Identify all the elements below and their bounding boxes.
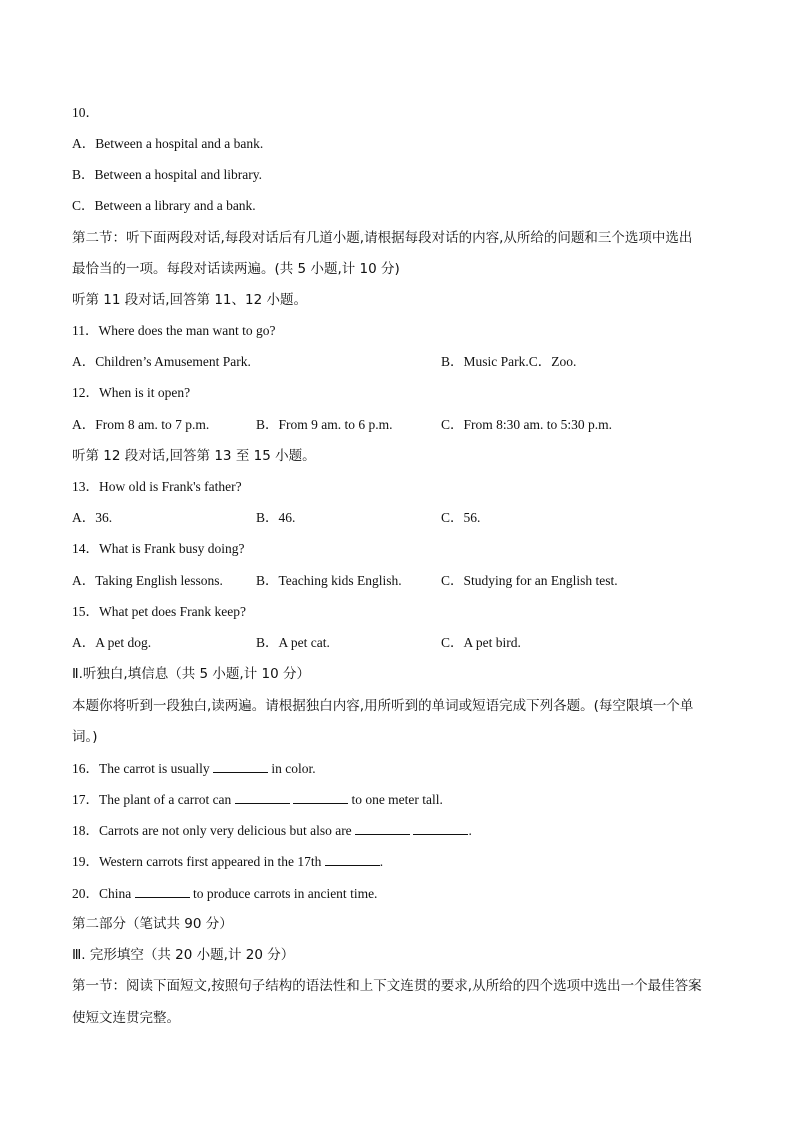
question-10-option-b: B．Between a hospital and library. [72,167,262,182]
question-19-text-after: . [379,854,384,869]
question-12-option-a: A．From 8 am. to 7 p.m. [72,417,210,432]
question-17-text-after: to one meter tall. [348,792,443,807]
question-15-option-b: B．A pet cat. [256,635,330,650]
question-16-text-after: in color. [267,761,316,776]
question-15-option-c: C．A pet bird. [441,635,521,650]
part-2-instruction-line1: 本题你将听到一段独白,读两遍。请根据独白内容,用所听到的单词或短语完成下列各题。(每空限填一个单 [72,698,694,714]
question-13-option-a: A．36. [72,510,113,525]
answer-blank[interactable] [413,821,468,835]
written-part-heading: 第二部分（笔试共 90 分） [72,916,233,932]
part-3-instruction-line2: 使短文连贯完整。 [72,1010,180,1026]
answer-blank[interactable] [293,790,348,804]
part-2-instruction-line2: 词。) [72,729,98,745]
question-14-stem: 14．What is Frank busy doing? [72,541,245,556]
dialogue-11-heading: 听第 11 段对话,回答第 11、12 小题。 [72,292,307,308]
question-14-option-a: A．Taking English lessons. [72,573,223,588]
question-11-option-a: A．Children’s Amusement Park. [72,354,251,369]
part-2-title: Ⅱ.听独白,填信息（共 5 小题,计 10 分） [72,666,310,682]
question-12-option-c: C．From 8:30 am. to 5:30 p.m. [441,417,613,432]
question-16-text-before: 16．The carrot is usually [72,761,213,776]
dialogue-12-heading: 听第 12 段对话,回答第 13 至 15 小题。 [72,448,316,464]
question-10-number: 10． [72,105,99,120]
question-20-text-after: to produce carrots in ancient time. [189,886,378,901]
question-15-option-a: A．A pet dog. [72,635,152,650]
question-13-stem: 13．How old is Frank's father? [72,479,242,494]
question-17-text-before: 17．The plant of a carrot can [72,792,235,807]
question-10-option-c: C．Between a library and a bank. [72,198,256,213]
answer-blank[interactable] [355,821,410,835]
answer-blank[interactable] [235,790,290,804]
question-18-text-before: 18．Carrots are not only very delicious but also are [72,823,356,838]
question-12-stem: 12．When is it open? [72,385,191,400]
question-12-option-b: B．From 9 am. to 6 p.m. [256,417,393,432]
question-18-text-after: . [468,823,472,838]
question-13-option-b: B．46. [256,510,296,525]
section-2-instruction-line2: 最恰当的一项。每段对话读两遍。(共 5 小题,计 10 分) [72,261,400,277]
question-11-stem: 11．Where does the man want to go? [72,323,276,338]
question-14-option-b: B．Teaching kids English. [256,573,402,588]
part-3-title: Ⅲ. 完形填空（共 20 小题,计 20 分） [72,947,295,963]
answer-blank[interactable] [135,884,190,898]
section-2-instruction-line1: 第二节：听下面两段对话,每段对话后有几道小题,请根据每段对话的内容,从所给的问题和三个选项中选出 [72,230,693,246]
question-17 [72,790,443,809]
answer-blank[interactable] [325,852,380,866]
question-10-option-a: A．Between a hospital and a bank. [72,136,264,151]
question-19-text-before: 19．Western carrots first appeared in the 17th [72,854,325,869]
question-14-option-c: C．Studying for an English test. [441,573,618,588]
question-13-option-c: C．56. [441,510,481,525]
question-20-text-before: 20．China [72,886,135,901]
answer-blank[interactable] [213,759,268,773]
question-20 [72,884,377,903]
question-15-stem: 15．What pet does Frank keep? [72,604,246,619]
part-3-instruction-line1: 第一节：阅读下面短文,按照句子结构的语法性和上下文连贯的要求,从所给的四个选项中选出一个最佳答案 [72,978,702,994]
question-16 [72,759,316,778]
question-11-option-bc: B．Music Park.C．Zoo. [441,354,577,369]
question-19 [72,852,383,871]
question-18 [72,821,472,840]
